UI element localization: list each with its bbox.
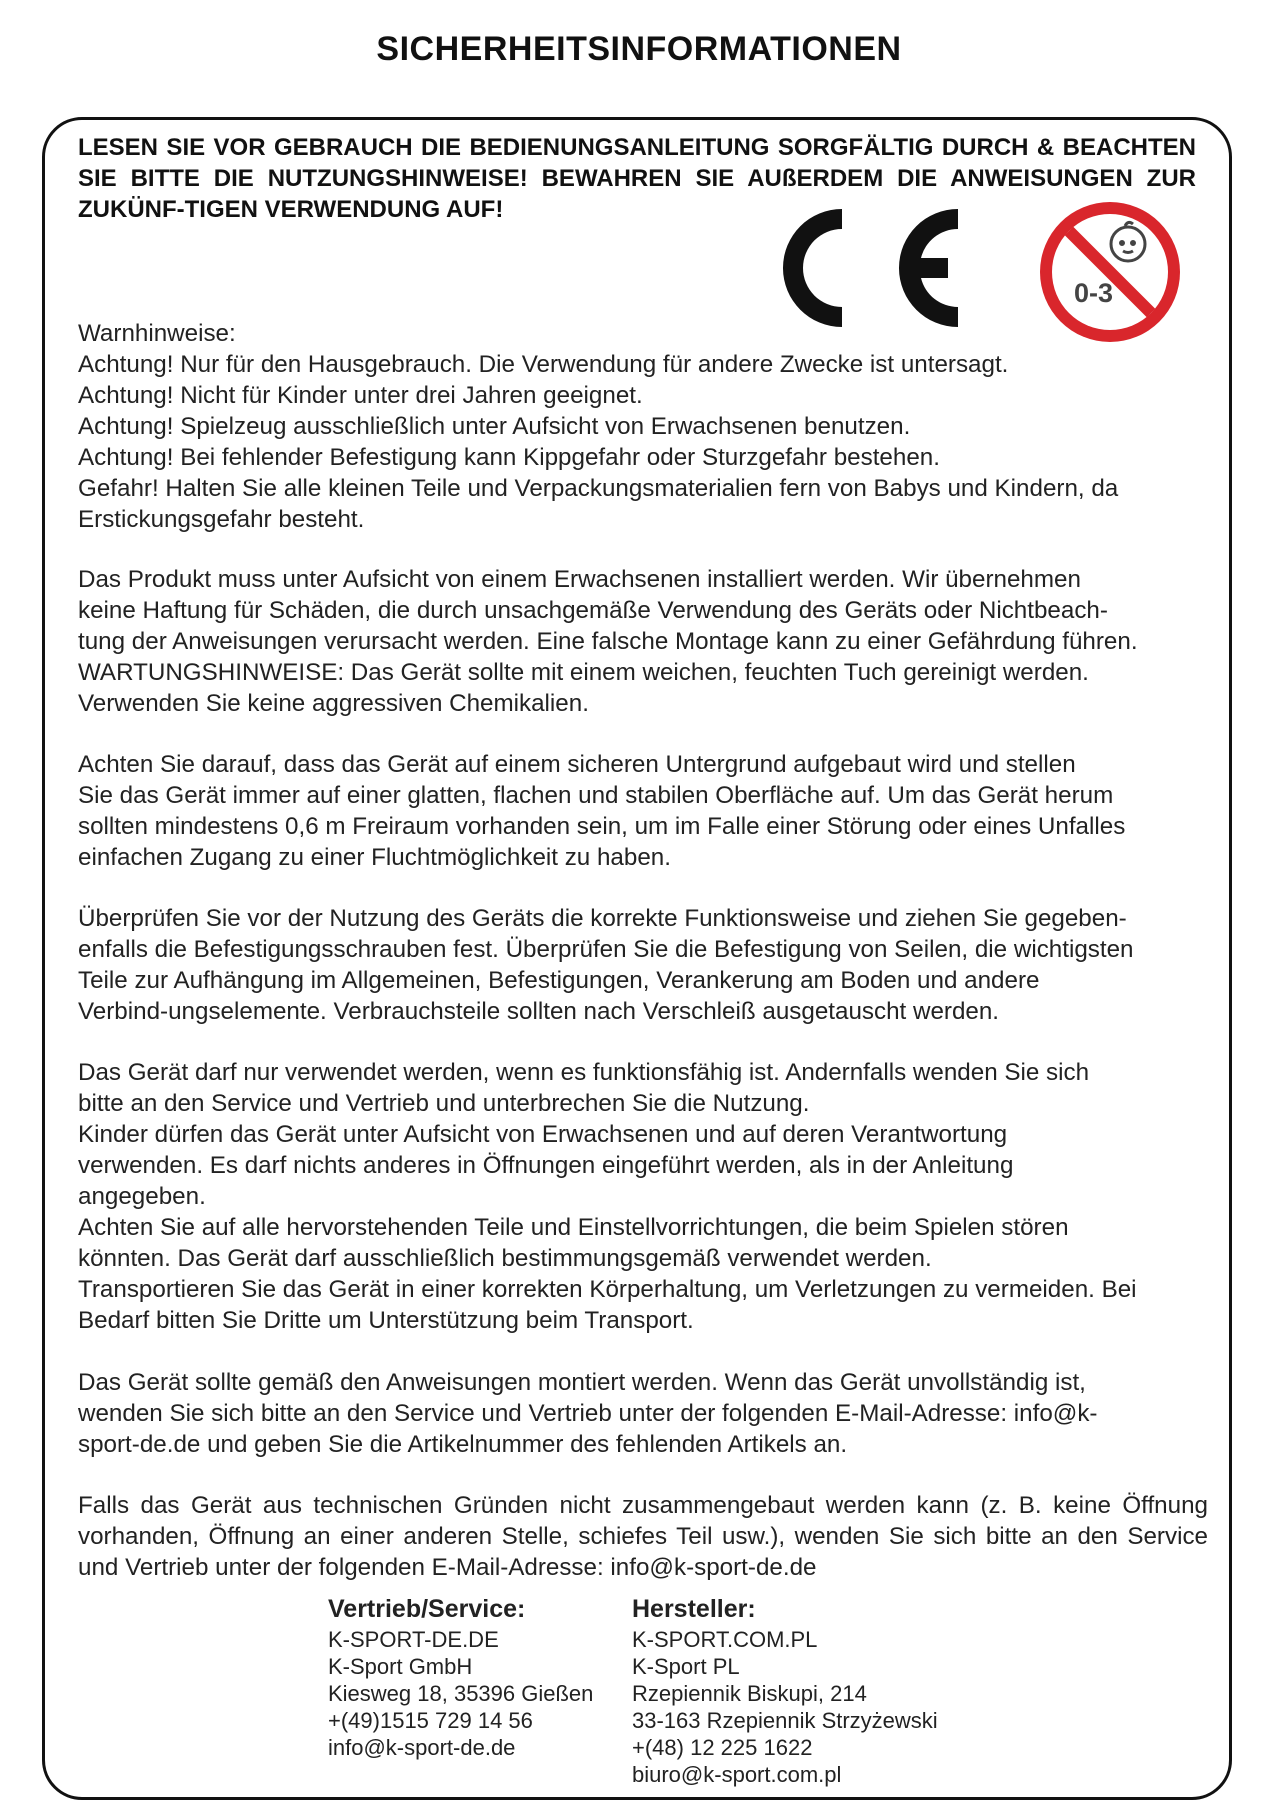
ce-mark-icon <box>780 203 970 333</box>
paragraph-text: Falls das Gerät aus technischen Gründen nicht zusammengebaut werden kann (z. B. keine Öffnung vorhanden, Öffnung an einer anderen Stelle, schiefes Teil usw.), wenden Sie sich bitte an den Service und Vertrieb unter der folgenden E-Mail-Adresse: info@k-sport-de.de <box>78 1492 1208 1581</box>
paragraph-line: Überprüfen Sie vor der Nutzung des Geräts die korrekte Funktionsweise und ziehen Sie gegeben- <box>78 905 1127 932</box>
paragraph-line: tung der Anweisungen verursacht werden. Eine falsche Montage kann zu einer Gefährdung führen. <box>78 628 1138 655</box>
inspection-paragraph <box>78 903 1208 1027</box>
warning-line: Achtung! Nicht für Kinder unter drei Jahren geeignet. <box>78 382 643 409</box>
warnings-heading: Warnhinweise: <box>78 320 236 347</box>
manufacturer-contact <box>632 1594 938 1788</box>
paragraph-line: Verbind-ungselemente. Verbrauchsteile sollten nach Verschleiß ausgetauscht werden. <box>78 998 1000 1025</box>
paragraph-line: bitte an den Service und Vertrieb und unterbrechen Sie die Nutzung. <box>78 1090 810 1117</box>
paragraph-line: WARTUNGSHINWEISE: Das Gerät sollte mit einem weichen, feuchten Tuch gereinigt werden. <box>78 659 1089 686</box>
service-line: Kiesweg 18, 35396 Gießen <box>328 1681 594 1706</box>
warning-line: Achtung! Nur für den Hausgebrauch. Die Verwendung für andere Zwecke ist untersagt. <box>78 351 1009 378</box>
warning-line: Achtung! Spielzeug ausschließlich unter Aufsicht von Erwachsenen benutzen. <box>78 413 911 440</box>
usage-paragraph <box>78 1057 1208 1336</box>
paragraph-line: Sie das Gerät immer auf einer glatten, flachen und stabilen Oberfläche auf. Um das Gerät herum <box>78 782 1114 809</box>
warning-line: Achtung! Bei fehlender Befestigung kann Kippgefahr oder Sturzgefahr bestehen. <box>78 444 940 471</box>
service-contact <box>328 1594 593 1761</box>
manufacturer-line: K-SPORT.COM.PL <box>632 1627 818 1652</box>
paragraph-line: enfalls die Befestigungsschrauben fest. Überprüfen Sie die Befestigung von Seilen, die wichtigsten <box>78 936 1134 963</box>
warning-line: Erstickungsgefahr besteht. <box>78 506 365 533</box>
paragraph-line: Kinder dürfen das Gerät unter Aufsicht von Erwachsenen und auf deren Verantwortung <box>78 1121 1008 1148</box>
service-line: K-Sport GmbH <box>328 1654 473 1679</box>
warning-line: Gefahr! Halten Sie alle kleinen Teile und Verpackungsmaterialien fern von Babys und Kindern, da <box>78 475 1119 502</box>
manufacturer-email: biuro@k-sport.com.pl <box>632 1762 842 1787</box>
paragraph-line: verwenden. Es darf nichts anderes in Öffnungen eingeführt werden, als in der Anleitung <box>78 1152 1014 1179</box>
paragraph-line: Das Produkt muss unter Aufsicht von einem Erwachsenen installiert werden. Wir übernehmen <box>78 566 1081 593</box>
paragraph-line: Bedarf bitten Sie Dritte um Unterstützung beim Transport. <box>78 1307 694 1334</box>
page-title: SICHERHEITSINFORMATIONEN <box>376 30 902 68</box>
paragraph-line: Achten Sie auf alle hervorstehenden Teile und Einstellvorrichtungen, die beim Spielen stören <box>78 1214 1069 1241</box>
paragraph-line: Das Gerät sollte gemäß den Anweisungen montiert werden. Wenn das Gerät unvollständig ist, <box>78 1369 1086 1396</box>
paragraph-line: Das Gerät darf nur verwendet werden, wenn es funktionsfähig ist. Andernfalls wenden Sie sich <box>78 1059 1090 1086</box>
service-email: info@k-sport-de.de <box>328 1735 516 1760</box>
paragraph-line: Verwenden Sie keine aggressiven Chemikalien. <box>78 690 589 717</box>
paragraph-line: sport-de.de und geben Sie die Artikelnummer des fehlenden Artikels an. <box>78 1431 848 1458</box>
manufacturer-heading: Hersteller: <box>632 1595 756 1623</box>
age-range-label: 0-3 <box>1074 278 1114 308</box>
placement-paragraph <box>78 749 1208 873</box>
installation-paragraph <box>78 564 1208 719</box>
paragraph-line: keine Haftung für Schäden, die durch unsachgemäße Verwendung des Geräts oder Nichtbeach- <box>78 597 1108 624</box>
paragraph-line: wenden Sie sich bitte an den Service und Vertrieb unter der folgenden E-Mail-Adresse: info@k- <box>78 1400 1098 1427</box>
manufacturer-line: Rzepiennik Biskupi, 214 <box>632 1681 867 1706</box>
intro-warning: LESEN SIE VOR GEBRAUCH DIE BEDIENUNGSANLEITUNG SORGFÄLTIG DURCH & BEACHTEN SIE BITTE DIE NUTZUNGSHINWEISE! BEWAHREN SIE AUßERDEM DIE ANWEISUNGEN ZUR ZUKÜNF-TIGEN VERWENDUNG AUF! <box>78 134 1196 223</box>
paragraph-line: Achten Sie darauf, dass das Gerät auf einem sicheren Untergrund aufgebaut wird und stellen <box>78 751 1076 778</box>
technical-issue-paragraph <box>78 1490 1208 1583</box>
manufacturer-line: 33-163 Rzepiennik Strzyżewski <box>632 1708 938 1733</box>
paragraph-line: einfachen Zugang zu einer Fluchtmöglichkeit zu haben. <box>78 844 671 871</box>
paragraph-line: Transportieren Sie das Gerät in einer korrekten Körperhaltung, um Verletzungen zu vermeiden. Bei <box>78 1276 1137 1303</box>
paragraph-line: angegeben. <box>78 1183 206 1210</box>
manufacturer-line: K-Sport PL <box>632 1654 740 1679</box>
manufacturer-line: +(48) 12 225 1622 <box>632 1735 813 1760</box>
service-heading: Vertrieb/Service: <box>328 1595 526 1623</box>
paragraph-line: könnten. Das Gerät darf ausschließlich bestimmungsgemäß verwendet werden. <box>78 1245 932 1272</box>
service-line: +(49)1515 729 14 56 <box>328 1708 533 1733</box>
assembly-paragraph <box>78 1367 1208 1460</box>
paragraph-line: sollten mindestens 0,6 m Freiraum vorhanden sein, um im Falle einer Störung oder eines Unfalles <box>78 813 1126 840</box>
service-line: K-SPORT-DE.DE <box>328 1627 499 1652</box>
warnings-block <box>78 318 1208 535</box>
paragraph-line: Teile zur Aufhängung im Allgemeinen, Befestigungen, Verankerung am Boden und andere <box>78 967 1040 994</box>
